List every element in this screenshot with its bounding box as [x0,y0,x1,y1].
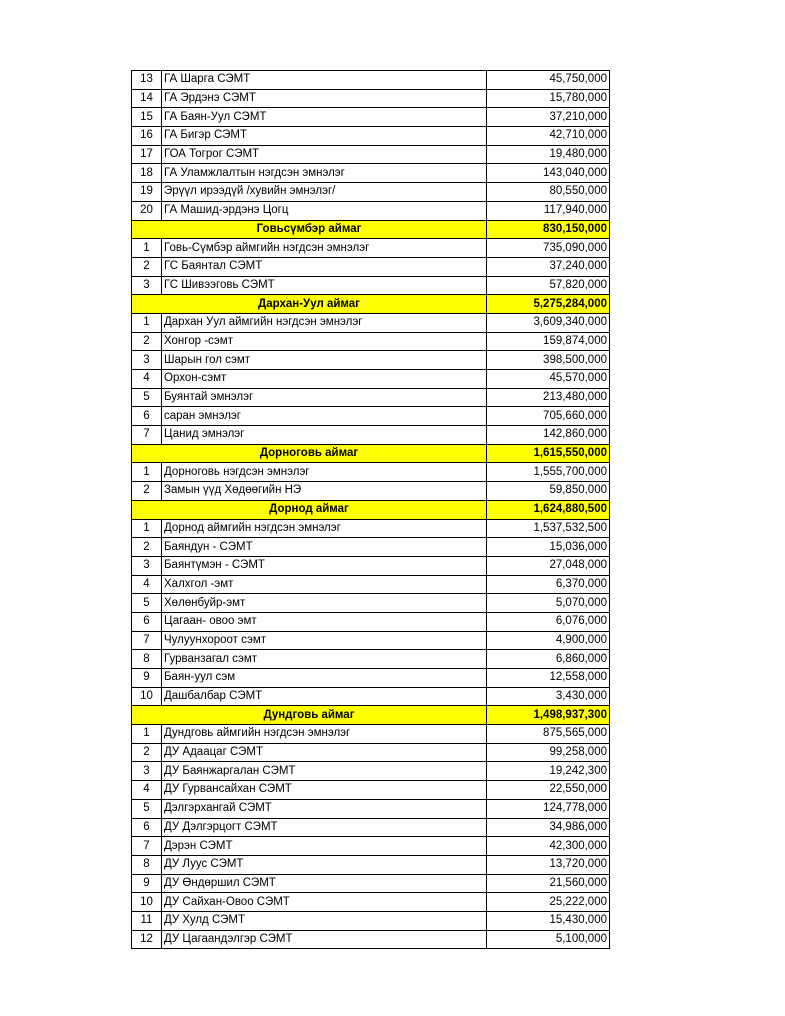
row-number-cell: 2 [132,332,162,351]
table-row [132,818,610,837]
amount-cell: 25,222,000 [487,893,610,912]
table-row [132,799,610,818]
row-number-cell: 1 [132,463,162,482]
table-row [132,743,610,762]
organization-name-cell: ГА Машид-эрдэнэ Цогц [162,201,487,220]
organization-name-cell: Баянтүмэн - СЭМТ [162,556,487,575]
row-number-cell: 5 [132,388,162,407]
amount-cell: 735,090,000 [487,239,610,258]
table-row [132,612,610,631]
group-header-row [132,706,610,725]
row-number-cell: 14 [132,89,162,108]
organization-name-cell: ДУ Цагаандэлгэр СЭМТ [162,930,487,949]
organization-name-cell: ДУ Дэлгэрцогт СЭМТ [162,818,487,837]
row-number-cell: 7 [132,426,162,445]
row-number-cell: 19 [132,183,162,202]
amount-cell: 37,210,000 [487,108,610,127]
organization-name-cell: ДУ Сайхан-Овоо СЭМТ [162,893,487,912]
organization-name-cell: ГОА Тогрог СЭМТ [162,145,487,164]
row-number-cell: 4 [132,781,162,800]
amount-cell: 117,940,000 [487,201,610,220]
organization-name-cell: Дэлгэрхангай СЭМТ [162,799,487,818]
amount-cell: 19,242,300 [487,762,610,781]
row-number-cell: 8 [132,855,162,874]
group-name-cell: Говьсүмбэр аймаг [132,220,487,239]
organization-name-cell: Эрүүл ирээдүй /хувийн эмнэлэг/ [162,183,487,202]
row-number-cell: 5 [132,799,162,818]
amount-cell: 42,710,000 [487,127,610,146]
row-number-cell: 3 [132,556,162,575]
amount-cell: 124,778,000 [487,799,610,818]
row-number-cell: 10 [132,687,162,706]
table-row [132,313,610,332]
organization-name-cell: ДУ Луус СЭМТ [162,855,487,874]
organization-name-cell: Замын үүд Хөдөөгийн НЭ [162,482,487,501]
row-number-cell: 17 [132,145,162,164]
organization-name-cell: Баян-уул сэм [162,669,487,688]
row-number-cell: 18 [132,164,162,183]
table-row [132,911,610,930]
amount-cell: 12,558,000 [487,669,610,688]
table-row [132,762,610,781]
amount-cell: 6,370,000 [487,575,610,594]
amount-cell: 143,040,000 [487,164,610,183]
row-number-cell: 4 [132,575,162,594]
group-total-cell: 1,498,937,300 [487,706,610,725]
amount-cell: 22,550,000 [487,781,610,800]
amount-cell: 398,500,000 [487,351,610,370]
group-total-cell: 830,150,000 [487,220,610,239]
row-number-cell: 4 [132,370,162,389]
amount-cell: 875,565,000 [487,725,610,744]
row-number-cell: 10 [132,893,162,912]
group-header-row [132,220,610,239]
amount-cell: 3,609,340,000 [487,313,610,332]
table-row [132,650,610,669]
table-row [132,407,610,426]
table-row [132,669,610,688]
organization-name-cell: ГА Эрдэнэ СЭМТ [162,89,487,108]
table-row [132,351,610,370]
group-total-cell: 1,615,550,000 [487,444,610,463]
organization-name-cell: ДУ Гурвансайхан СЭМТ [162,781,487,800]
table-row [132,575,610,594]
amount-cell: 45,570,000 [487,370,610,389]
organization-name-cell: ДУ Адаацаг СЭМТ [162,743,487,762]
row-number-cell: 20 [132,201,162,220]
row-number-cell: 6 [132,407,162,426]
amount-cell: 15,036,000 [487,538,610,557]
table-row [132,631,610,650]
row-number-cell: 5 [132,594,162,613]
table-row [132,930,610,949]
row-number-cell: 16 [132,127,162,146]
table-row [132,127,610,146]
amount-cell: 37,240,000 [487,257,610,276]
organization-name-cell: Дэрэн СЭМТ [162,837,487,856]
row-number-cell: 7 [132,837,162,856]
table-row [132,482,610,501]
organization-name-cell: Дундговь аймгийн нэгдсэн эмнэлэг [162,725,487,744]
row-number-cell: 1 [132,519,162,538]
spreadsheet-table [131,70,610,949]
organization-name-cell: ГС Шивээговь СЭМТ [162,276,487,295]
row-number-cell: 2 [132,257,162,276]
amount-cell: 19,480,000 [487,145,610,164]
table-row [132,687,610,706]
row-number-cell: 1 [132,725,162,744]
group-header-row [132,444,610,463]
row-number-cell: 7 [132,631,162,650]
organization-name-cell: Орхон-сэмт [162,370,487,389]
row-number-cell: 3 [132,351,162,370]
row-number-cell: 2 [132,743,162,762]
amount-cell: 5,100,000 [487,930,610,949]
organization-name-cell: Говь-Сүмбэр аймгийн нэгдсэн эмнэлэг [162,239,487,258]
table-row [132,108,610,127]
row-number-cell: 2 [132,538,162,557]
table-body [132,71,610,949]
amount-cell: 5,070,000 [487,594,610,613]
row-number-cell: 8 [132,650,162,669]
organization-name-cell: Чулуунхороот сэмт [162,631,487,650]
amount-cell: 1,537,532,500 [487,519,610,538]
organization-name-cell: Цагаан- овоо эмт [162,612,487,631]
organization-name-cell: Хонгор -сэмт [162,332,487,351]
amount-cell: 159,874,000 [487,332,610,351]
row-number-cell: 9 [132,669,162,688]
organization-name-cell: Шарын гол сэмт [162,351,487,370]
amount-cell: 213,480,000 [487,388,610,407]
organization-name-cell: ДУ Баянжаргалан СЭМТ [162,762,487,781]
table-row [132,201,610,220]
group-header-row [132,295,610,314]
table-row [132,594,610,613]
organization-name-cell: Буянтай эмнэлэг [162,388,487,407]
amount-cell: 4,900,000 [487,631,610,650]
table-row [132,556,610,575]
organization-name-cell: Цанид эмнэлэг [162,426,487,445]
amount-cell: 6,076,000 [487,612,610,631]
table-row [132,71,610,90]
amount-cell: 57,820,000 [487,276,610,295]
table-row [132,239,610,258]
amount-cell: 42,300,000 [487,837,610,856]
amount-cell: 142,860,000 [487,426,610,445]
group-total-cell: 5,275,284,000 [487,295,610,314]
table-row [132,257,610,276]
table-row [132,426,610,445]
amount-cell: 1,555,700,000 [487,463,610,482]
organization-name-cell: Дашбалбар СЭМТ [162,687,487,706]
table-row [132,519,610,538]
organization-name-cell: Баяндун - СЭМТ [162,538,487,557]
organization-name-cell: ГА Баян-Уул СЭМТ [162,108,487,127]
amount-cell: 34,986,000 [487,818,610,837]
organization-name-cell: Дархан Уул аймгийн нэгдсэн эмнэлэг [162,313,487,332]
amount-cell: 3,430,000 [487,687,610,706]
row-number-cell: 2 [132,482,162,501]
amount-cell: 705,660,000 [487,407,610,426]
row-number-cell: 6 [132,818,162,837]
amount-cell: 99,258,000 [487,743,610,762]
row-number-cell: 9 [132,874,162,893]
table-row [132,463,610,482]
table-row [132,164,610,183]
table-row [132,183,610,202]
group-name-cell: Дархан-Уул аймаг [132,295,487,314]
row-number-cell: 1 [132,313,162,332]
organization-name-cell: ГА Бигэр СЭМТ [162,127,487,146]
group-name-cell: Дорнод аймаг [132,500,487,519]
row-number-cell: 12 [132,930,162,949]
organization-name-cell: Хөлөнбуйр-эмт [162,594,487,613]
table-row [132,370,610,389]
amount-cell: 80,550,000 [487,183,610,202]
group-name-cell: Дорноговь аймаг [132,444,487,463]
row-number-cell: 6 [132,612,162,631]
organization-name-cell: Дорнод аймгийн нэгдсэн эмнэлэг [162,519,487,538]
amount-cell: 59,850,000 [487,482,610,501]
organization-name-cell: ДУ Өндөршил СЭМТ [162,874,487,893]
table-row [132,893,610,912]
organization-name-cell: Дорноговь нэгдсэн эмнэлэг [162,463,487,482]
organization-name-cell: ГА Уламжлалтын нэгдсэн эмнэлэг [162,164,487,183]
amount-cell: 45,750,000 [487,71,610,90]
organization-name-cell: Халхгол -эмт [162,575,487,594]
table-row [132,145,610,164]
table-row [132,837,610,856]
table-row [132,781,610,800]
row-number-cell: 13 [132,71,162,90]
amount-cell: 15,430,000 [487,911,610,930]
row-number-cell: 15 [132,108,162,127]
table-row [132,388,610,407]
table-row [132,855,610,874]
organization-name-cell: Гурванзагал сэмт [162,650,487,669]
organization-name-cell: ГА Шарга СЭМТ [162,71,487,90]
table-row [132,725,610,744]
group-total-cell: 1,624,880,500 [487,500,610,519]
organization-name-cell: саран эмнэлэг [162,407,487,426]
table-row [132,89,610,108]
amount-cell: 13,720,000 [487,855,610,874]
group-name-cell: Дундговь аймаг [132,706,487,725]
amount-cell: 15,780,000 [487,89,610,108]
amount-cell: 21,560,000 [487,874,610,893]
amount-cell: 6,860,000 [487,650,610,669]
table-row [132,332,610,351]
amount-cell: 27,048,000 [487,556,610,575]
row-number-cell: 1 [132,239,162,258]
row-number-cell: 3 [132,762,162,781]
row-number-cell: 3 [132,276,162,295]
row-number-cell: 11 [132,911,162,930]
table-row [132,538,610,557]
group-header-row [132,500,610,519]
table-row [132,276,610,295]
organization-name-cell: ГС Баянтал СЭМТ [162,257,487,276]
organization-name-cell: ДУ Хулд СЭМТ [162,911,487,930]
table-row [132,874,610,893]
